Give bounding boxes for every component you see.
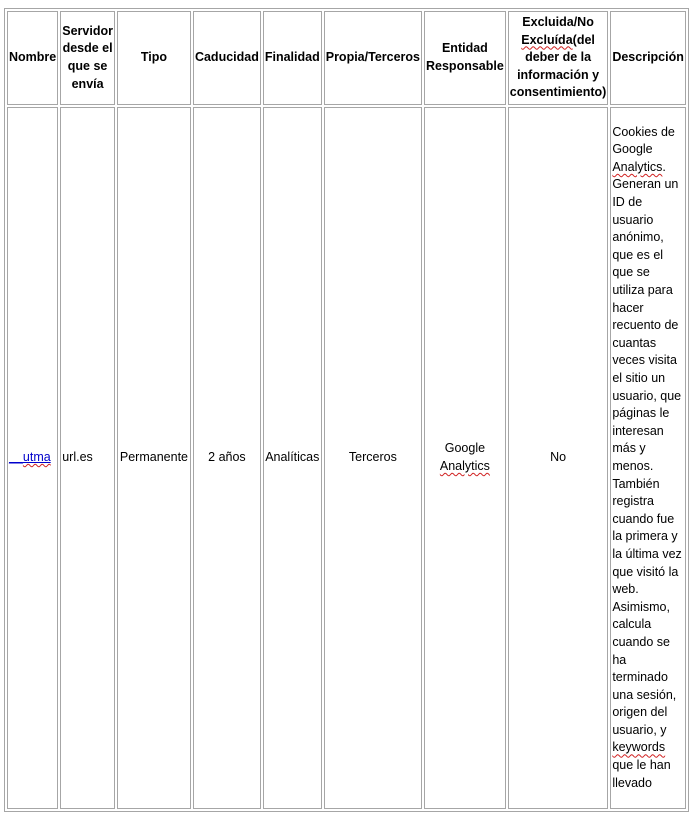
table-row xyxy=(7,107,686,809)
cell-finalidad: Analíticas xyxy=(263,107,322,809)
header-finalidad: Finalidad xyxy=(263,11,322,105)
header-tipo: Tipo xyxy=(117,11,191,105)
desc-part2: Analytics xyxy=(612,159,663,174)
table-header-row xyxy=(7,11,686,105)
header-excluida xyxy=(508,11,609,105)
cell-entidad-responsable xyxy=(424,107,506,809)
cell-nombre xyxy=(7,107,58,809)
entidad-part1: Google xyxy=(444,441,486,456)
cell-tipo: Permanente xyxy=(117,107,191,809)
cookie-name-word: utma xyxy=(22,450,51,465)
header-propia-terceros: Propia/Terceros xyxy=(324,11,422,105)
desc-part3: . Generan un ID de usuario anónimo, que es el que se utiliza para hacer recuento de cuantas veces visita el sitio un usuario, que páginas le interesan más y menos. También registra cuando fue la primera y la última vez que visitó la web. Asimismo, calcula cuando se ha terminado una sesión, origen del usuario, y xyxy=(612,159,682,737)
desc-part5: que le han llevado xyxy=(612,758,671,790)
cookies-table xyxy=(4,8,689,812)
desc-part1: Cookies de Google xyxy=(612,124,675,157)
header-excluida-part3: (del deber de la información y consentimiento) xyxy=(509,32,607,100)
header-servidor: Servidor desde el que se envía xyxy=(60,11,115,105)
cell-excluida: No xyxy=(508,107,609,809)
header-descripcion: Descripción xyxy=(610,11,686,105)
desc-part4: keywords xyxy=(612,740,666,755)
cell-servidor: url.es xyxy=(60,107,115,809)
cell-propia-terceros: Terceros xyxy=(324,107,422,809)
header-caducidad: Caducidad xyxy=(193,11,261,105)
header-excluida-part1: Excluida/No xyxy=(522,15,594,29)
cell-caducidad: 2 años xyxy=(193,107,261,809)
cell-descripcion xyxy=(610,107,686,809)
cookie-name-prefix: __ xyxy=(9,450,23,465)
header-nombre: Nombre xyxy=(7,11,58,105)
header-entidad-responsable: Entidad Responsable xyxy=(424,11,506,105)
cookie-name-link[interactable] xyxy=(9,450,51,464)
header-excluida-part2: Excluída xyxy=(521,32,573,47)
entidad-part2: Analytics xyxy=(439,458,490,473)
